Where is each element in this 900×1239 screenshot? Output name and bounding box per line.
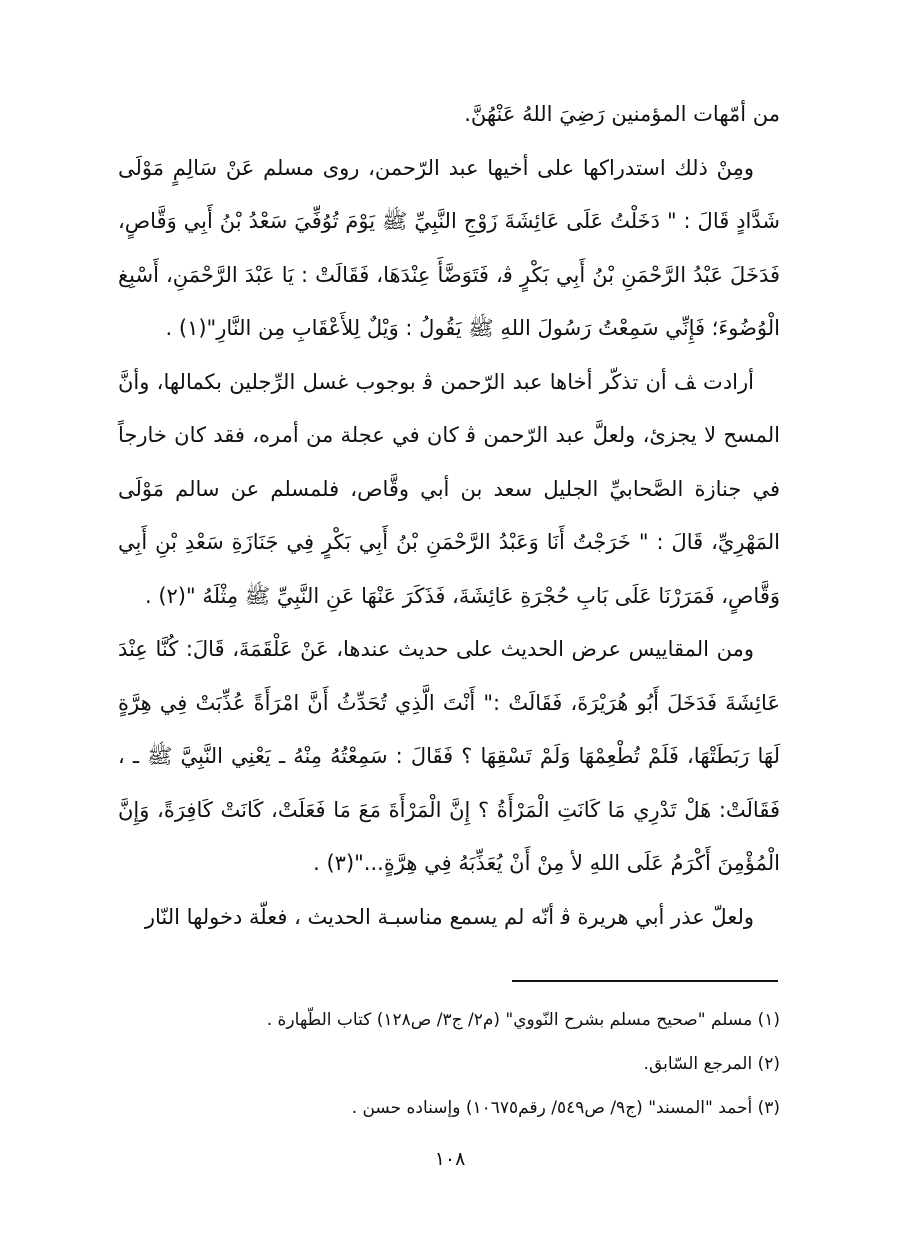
footnote-3: (٣) أحمد "المسند" (ج٩/ ص٥٤٩/ رقم١٠٦٧٥) وإسناده حسن . (351, 1098, 780, 1118)
page-number: ١٠٨ (434, 1148, 466, 1170)
main-text (118, 88, 780, 944)
paragraph-abdulrahman-wudu (118, 142, 780, 356)
paragraph-text: ومِنْ ذلك استدراكها على أخيها عبد الرّحمن، روى مسلم عَنْ سَالِمٍ مَوْلَى شَدَّادٍ قَالَ : " دَخَلْتُ عَلَى عَائِشَةَ زَوْجِ النَّبِيِّ ﷺ يَوْمَ تُوُفِّيَ سَعْدُ بْنُ أَبِي وَقَّاصٍ، فَدَخَلَ عَبْدُ الرَّحْمَنِ بْنُ أَبِي بَكْرٍ ﭬ، فَتَوَضَّأَ عِنْدَهَا، فَقَالَتْ : يَا عَبْدَ الرَّحْمَنِ، أَسْبِغ الْوُضُوءَ؛ فَإِنِّي سَمِعْتُ رَسُولَ اللهِ ﷺ يَقُولُ : وَيْلٌ لِلأَعْقَابِ مِن النَّارِ"(١) . (118, 155, 780, 340)
footnote-2: (٢) المرجع السّابق. (643, 1054, 780, 1074)
paragraph-intro-line: من أمّهات المؤمنين رَضِيَ اللهُ عَنْهُنَّ. (464, 102, 780, 126)
paragraph-washing-feet (118, 356, 780, 624)
paragraph-text: ولعلّ عذر أبي هريرة ﭬ أنّه لم يسمع مناسبـة الحديث ، فعلّة دخولها النّار (144, 904, 754, 929)
footnote-separator (512, 980, 778, 982)
paragraph-abu-hurayrah (118, 891, 780, 945)
footnotes (118, 998, 780, 1130)
footnote-1: (١) مسلم "صحيح مسلم بشرح النّووي" (م٢/ ج٣/ ص١٢٨) كتاب الطّهارة . (266, 1010, 780, 1030)
paragraph-text: أرادت ﭫ أن تذكّر أخاها عبد الرّحمن ﭬ بوجوب غسل الرِّجلين بكمالها، وأنَّ المسح لا يجزئ، ولعلَّ عبد الرّحمن ﭬ كان في عجلة من أمره، فقد كان خارجاً في جنازة الصَّحابيِّ الجليل سعد بن أبي وقَّاص، فلمسلم عن سالم مَوْلَى المَهْرِيِّ، قَالَ : " خَرَجْتُ أَنَا وَعَبْدُ الرَّحْمَنِ بْنُ أَبِي بَكْرٍ فِي جَنَازَةِ سَعْدِ بْنِ أَبِي وَقَّاصٍ، فَمَرَرْنَا عَلَى بَابِ حُجْرَةِ عَائِشَةَ، فَذَكَرَ عَنْهَا عَنِ النَّبِيِّ ﷺ مِثْلَهُ "(٢) . (118, 369, 780, 608)
paragraph-cat-hadith (118, 623, 780, 891)
paragraph-text: ومن المقاييس عرض الحديث على حديث عندها، عَنْ عَلْقَمَةَ، قَالَ: كُنَّا عِنْدَ عَائِشَةَ فَدَخَلَ أَبُو هُرَيْرَةَ، فَقَالَتْ :" أَنْتَ الَّذِي تُحَدِّثُ أَنَّ امْرَأَةً عُذِّبَتْ فِي هِرَّةٍ لَهَا رَبَطَتْهَا، فَلَمْ تُطْعِمْهَا وَلَمْ تَسْقِهَا ؟ فَقَالَ : سَمِعْتُهُ مِنْهُ ـ يَعْنِي النَّبِيَّ ﷺ ـ ، فَقَالَتْ: هَلْ تَدْرِي مَا كَانَتِ الْمَرْأَةُ ؟ إِنَّ الْمَرْأَةَ مَعَ مَا فَعَلَتْ، كَانَتْ كَافِرَةً، وَإِنَّ الْمُؤْمِنَ أَكْرَمُ عَلَى اللهِ ﻷ مِنْ أَنْ يُعَذِّبَهُ فِي هِرَّةٍ..."(٣) . (118, 637, 780, 875)
